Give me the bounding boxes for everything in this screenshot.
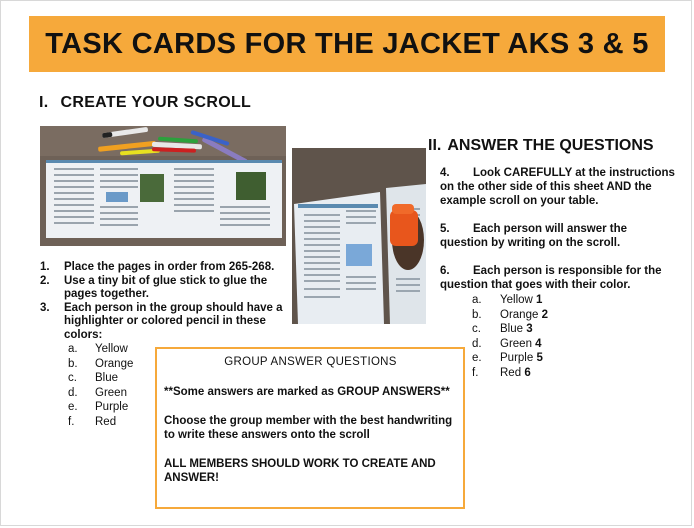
step-number: 2. [40,274,50,287]
question-number: 4 [535,337,542,350]
title-banner [29,16,665,72]
step-text: Each person will answer the question by writing on the scroll. [440,223,628,249]
list-item [472,337,676,352]
section-number: I. [39,94,49,111]
group-box-title: GROUP ANSWER QUESTIONS [224,356,397,368]
group-answer-box [155,347,465,509]
color-name: Red [95,415,117,428]
question-number: 1 [536,294,543,306]
question-number: 6 [524,366,531,379]
item-letter: b. [472,308,482,321]
list-item [472,351,676,366]
color-name: Red [500,366,522,379]
step-number: 6. [440,265,450,277]
list-item [440,166,676,208]
group-box-reminder: ALL MEMBERS SHOULD WORK TO CREATE AND ANSWER! [164,457,436,485]
step-text: Each person is responsible for the question that goes with their color. [440,265,662,291]
item-letter: e. [68,401,78,413]
item-letter: d. [68,386,78,399]
section-heading-create [39,94,251,112]
list-item [472,366,676,381]
question-steps-list [440,166,676,381]
list-item [440,264,676,292]
section-heading-answer [428,137,654,155]
list-item [472,293,676,308]
item-letter: a. [472,294,482,306]
color-name: Blue [500,323,524,336]
question-number: 3 [526,323,533,336]
step-number: 3. [40,301,50,314]
color-question-list [472,293,676,381]
item-letter: a. [68,343,78,355]
group-box-note: **Some answers are marked as GROUP ANSWERS** [164,386,450,399]
color-name: Orange [95,357,134,370]
page-title: TASK CARDS FOR THE JACKET AKS 3 & 5 [45,27,649,60]
question-number: 2 [541,308,548,321]
color-name: Orange [500,308,539,321]
list-item [472,308,676,323]
section-number: II. [428,137,442,154]
group-box-instruction: Choose the group member with the best handwriting to write these answers onto the scroll [164,414,453,442]
step-number: 4. [440,167,450,179]
highlighting-photo-image [292,148,426,324]
item-letter: f. [68,415,75,428]
step-number: 5. [440,223,450,235]
color-name: Yellow [500,294,533,306]
step-text: Each person in the group should have a highlighter or colored pencil in these colors: [64,301,283,341]
item-letter: b. [68,357,78,370]
color-name: Green [500,337,532,350]
list-item [472,322,676,337]
section-title: CREATE YOUR SCROLL [60,94,252,111]
scroll-photo [40,126,286,246]
item-letter: e. [472,352,482,365]
list-item [40,261,290,275]
step-text: Look CAREFULLY at the instructions on the other side of this sheet AND the example scroll on your table. [440,167,675,207]
item-letter: c. [68,372,77,384]
item-letter: d. [472,337,482,350]
list-item [40,302,290,343]
scroll-photo-image [40,126,286,246]
item-letter: c. [472,323,481,336]
color-name: Purple [500,352,534,365]
color-name: Green [95,386,127,399]
highlighting-photo [292,148,426,324]
section-title: ANSWER THE QUESTIONS [447,137,654,154]
list-item [440,222,676,250]
question-number: 5 [536,352,543,365]
item-letter: f. [472,366,479,379]
color-name: Purple [95,401,129,413]
color-name: Yellow [95,343,128,355]
step-text: Place the pages in order from 265-268. [64,261,275,273]
step-number: 1. [40,261,50,273]
step-text: Use a tiny bit of glue stick to glue the pages together. [64,274,268,300]
list-item [40,275,290,302]
color-name: Blue [95,372,119,384]
